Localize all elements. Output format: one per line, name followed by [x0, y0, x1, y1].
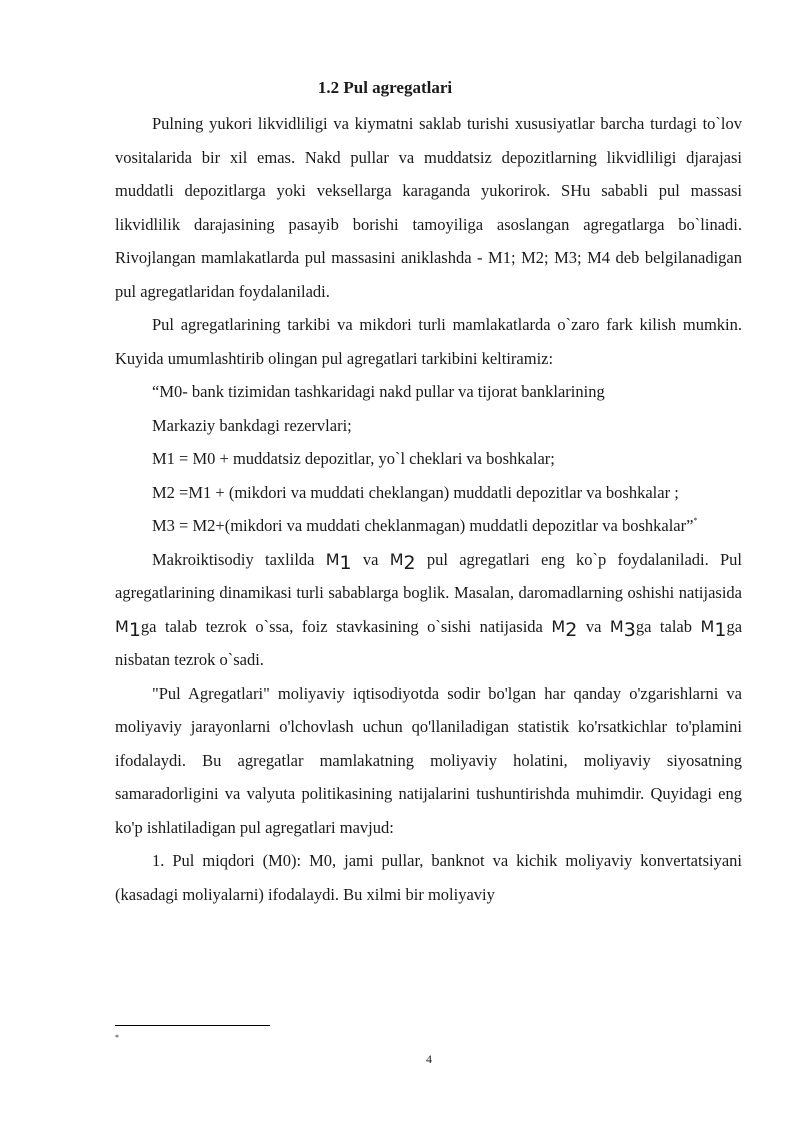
- paragraph-makroiktisodiy: [115, 543, 742, 677]
- paragraph-pul-agregatlari: "Pul Agregatlari" moliyaviy iqtisodiyotda sodir bo'lgan har qanday o'zgarishlarni va moliyaviy jarayonlarni o'lchovlash uchun qo'llaniladigan statistik ko'rsatkichlar to'plamini ifodalaydi. Bu agregatlar mamlakatning moliyaviy holatini, moliyaviy siyosatning samaradorligini va valyuta politikasining natijalarini tushuntirishda muhimdir. Quyidagi eng ko'p ishlatiladigan pul agregatlari mavjud:: [115, 683, 742, 837]
- footnote-marker: *: [115, 1033, 119, 1042]
- aggregate-symbol: M: [115, 616, 129, 636]
- paragraph-tarkib: Pul agregatlarining tarkibi va mikdori turli mamlakatlarda o`zaro fark kilish mumkin. Kuyida umumlashtirib olingan pul agregatlari tarkibini keltiramiz:: [115, 315, 742, 368]
- aggregate-subscript: 1: [339, 551, 352, 574]
- aggregate-subscript: 1: [128, 618, 141, 641]
- quote-line-m2: M2 =M1 + (mikdori va muddati cheklangan) muddatli depozitlar va boshkalar ;: [152, 482, 679, 502]
- aggregate-subscript: 2: [565, 618, 578, 641]
- aggregate-subscript: 3: [623, 618, 636, 641]
- page-number: 4: [426, 1052, 432, 1066]
- aggregate-subscript: 2: [403, 551, 416, 574]
- aggregate-subscript: 1: [714, 618, 727, 641]
- aggregate-symbol: M: [609, 616, 624, 636]
- text-run: va: [351, 549, 390, 569]
- text-run: va: [577, 616, 610, 636]
- quote-line-m1: M1 = M0 + muddatsiz depozitlar, yo`l cheklari va boshkalar;: [152, 449, 555, 468]
- paragraph-likvidlilik: Pulning yukori likvidliligi va kiymatni saklab turishi xususiyatlar barcha turdagi to`lov vositalarida bir xil emas. Nakd pullar va muddatsiz depozitlarning likvidliligi djarajasi muddatli depozitlarga yoki veksellarga karaganda yukorirok. SHu sababli pul massasi likvidlilik darajasining pasayib borishi tamoyiliga asoslangan agregatlarga bo`linadi. Rivojlangan mamlakatlarda pul massasini aniklashda - M1; M2; M3; M4 deb belgilanadigan pul agregatlaridan foydalaniladi.: [115, 114, 742, 301]
- quote-line-rezerv: Markaziy bankdagi rezervlari;: [152, 415, 352, 435]
- quote-line-m3-text: M3 = M2+(mikdori va muddati cheklanmagan) muddatli depozitlar va boshkalar”: [152, 516, 694, 535]
- list-item-m0: 1. Pul miqdori (M0): M0, jami pullar, banknot va kichik moliyaviy konvertatsiyani (kasadagi moliyalarni) ifodalaydi. Bu xilmi bir moliyaviy: [115, 851, 742, 904]
- body-text: [115, 107, 742, 911]
- text-run: pul agregatlari eng ko`p foydalaniladi. Pul agregatlarining dinamikasi turli sabablarga boglik. Masalan, daromadlarning oshishi natijasida: [115, 549, 742, 602]
- text-run: ga nisbatan tezrok o`sadi.: [115, 616, 743, 669]
- quote-line-m3: [115, 509, 742, 543]
- text-run: ga talab: [635, 616, 701, 636]
- aggregate-symbol: M: [325, 549, 340, 569]
- footnote-separator: [115, 1025, 270, 1026]
- footnote-reference: *: [693, 516, 698, 525]
- quote-line-m0: “M0- bank tizimidan tashkaridagi nakd pullar va tijorat banklarining: [152, 382, 605, 401]
- aggregate-symbol: M: [551, 616, 566, 636]
- aggregate-symbol: M: [700, 616, 715, 636]
- text-run: Makroiktisodiy taxlilda: [152, 549, 326, 569]
- section-heading: 1.2 Pul agregatlari: [317, 78, 453, 97]
- text-run: ga talab tezrok o`ssa, foiz stavkasining o`sishi natijasida: [140, 616, 552, 636]
- aggregate-symbol: M: [389, 549, 404, 569]
